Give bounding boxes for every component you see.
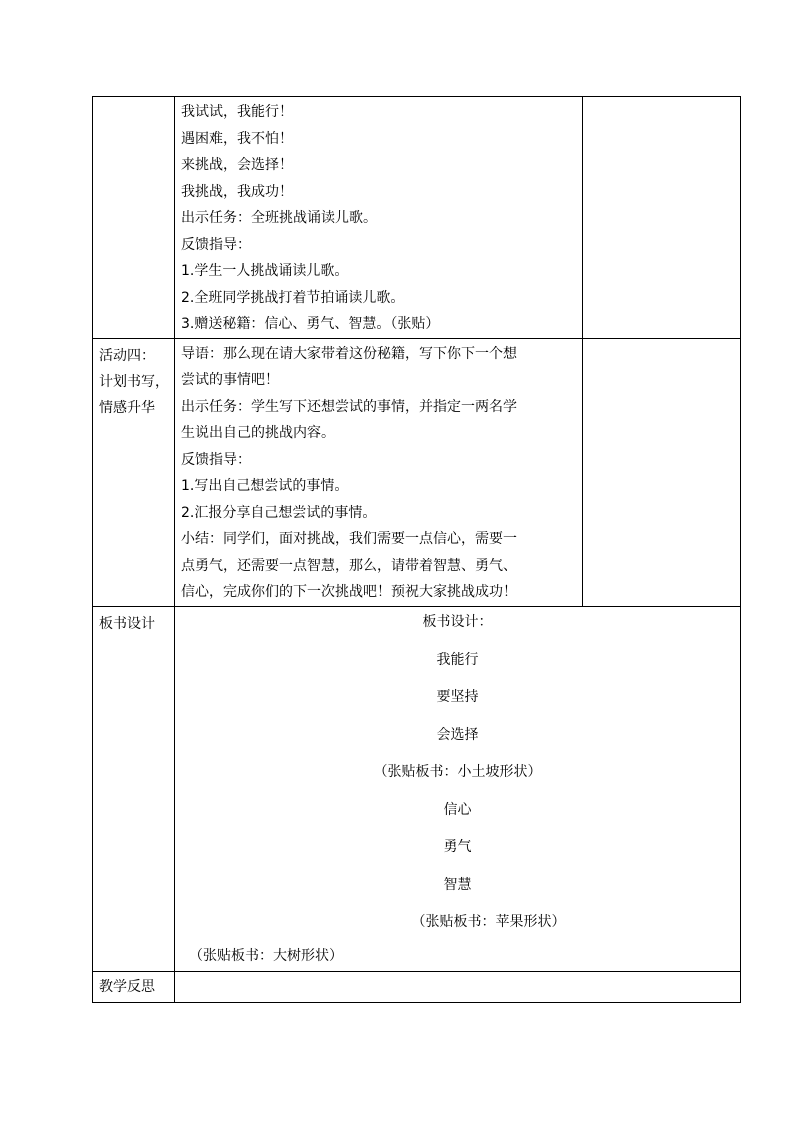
content-line: 出示任务：全班挑战诵读儿歌。: [181, 210, 377, 226]
board-note: （张贴板书：大树形状）: [189, 947, 343, 964]
board-line: 智慧: [443, 876, 472, 893]
content-line: 3.赠送秘籍：信心、勇气、智慧。（张贴）: [181, 316, 440, 332]
content-line: 反馈指导：: [181, 451, 251, 468]
board-line: 信心: [443, 801, 472, 818]
row2-content-cell: [175, 338, 583, 606]
reflection-content-cell: [175, 971, 741, 1002]
reflection-label-cell: [93, 971, 175, 1002]
content-line: 导语：那么现在请大家带着这份秘籍，写下你下一个想: [181, 345, 517, 362]
content-line: 2.全班同学挑战打着节拍诵读儿歌。: [181, 289, 405, 306]
board-line: 要坚持: [436, 689, 479, 705]
content-line: 2.汇报分享自己想尝试的事情。: [181, 504, 377, 521]
content-line: 来挑战，会选择！: [181, 157, 293, 173]
table-row: [93, 338, 741, 606]
content-line: 点勇气，还需要一点智慧，那么，请带着智慧、勇气、: [181, 557, 517, 574]
board-note: （张贴板书：苹果形状）: [411, 914, 566, 930]
content-line: 遇困难，我不怕！: [181, 130, 293, 147]
activity-label: 情感升华: [99, 399, 155, 416]
content-line: 我试试，我能行！: [181, 104, 293, 120]
row1-label-cell: [93, 97, 175, 339]
content-line: 出示任务：学生写下还想尝试的事情，并指定一两名学: [181, 398, 517, 415]
row2-notes-cell: [583, 338, 741, 606]
board-line: 勇气: [443, 839, 472, 855]
content-line: 信心，完成你们的下一次挑战吧！预祝大家挑战成功！: [181, 584, 517, 600]
board-label-cell: [93, 606, 175, 971]
board-note: （张贴板书：小土坡形状）: [373, 764, 542, 780]
table-row: [93, 971, 741, 1002]
row1-content-cell: [175, 97, 583, 339]
table-row: [93, 97, 741, 339]
activity-label: 活动四：: [99, 347, 155, 364]
content-line: 尝试的事情吧！: [181, 372, 279, 388]
table-row: [93, 606, 741, 971]
content-line: 反馈指导：: [181, 236, 251, 253]
content-line: 生说出自己的挑战内容。: [181, 425, 335, 441]
board-title: 板书设计：: [422, 613, 493, 630]
reflection-label: 教学反思: [99, 978, 155, 995]
content-line: 1.学生一人挑战诵读儿歌。: [181, 263, 349, 279]
board-design-label: 板书设计: [99, 615, 155, 632]
row1-notes-cell: [583, 97, 741, 339]
board-content-cell: [175, 606, 741, 971]
lesson-plan-table: [92, 96, 741, 1003]
board-line: 会选择: [436, 726, 479, 743]
activity-label: 计划书写，: [99, 373, 169, 390]
content-line: 1.写出自己想尝试的事情。: [181, 478, 349, 494]
row2-label-cell: [93, 338, 175, 606]
content-line: 我挑战，我成功！: [181, 183, 293, 200]
board-line: 我能行: [436, 651, 479, 668]
content-line: 小结：同学们，面对挑战，我们需要一点信心，需要一: [181, 531, 517, 547]
